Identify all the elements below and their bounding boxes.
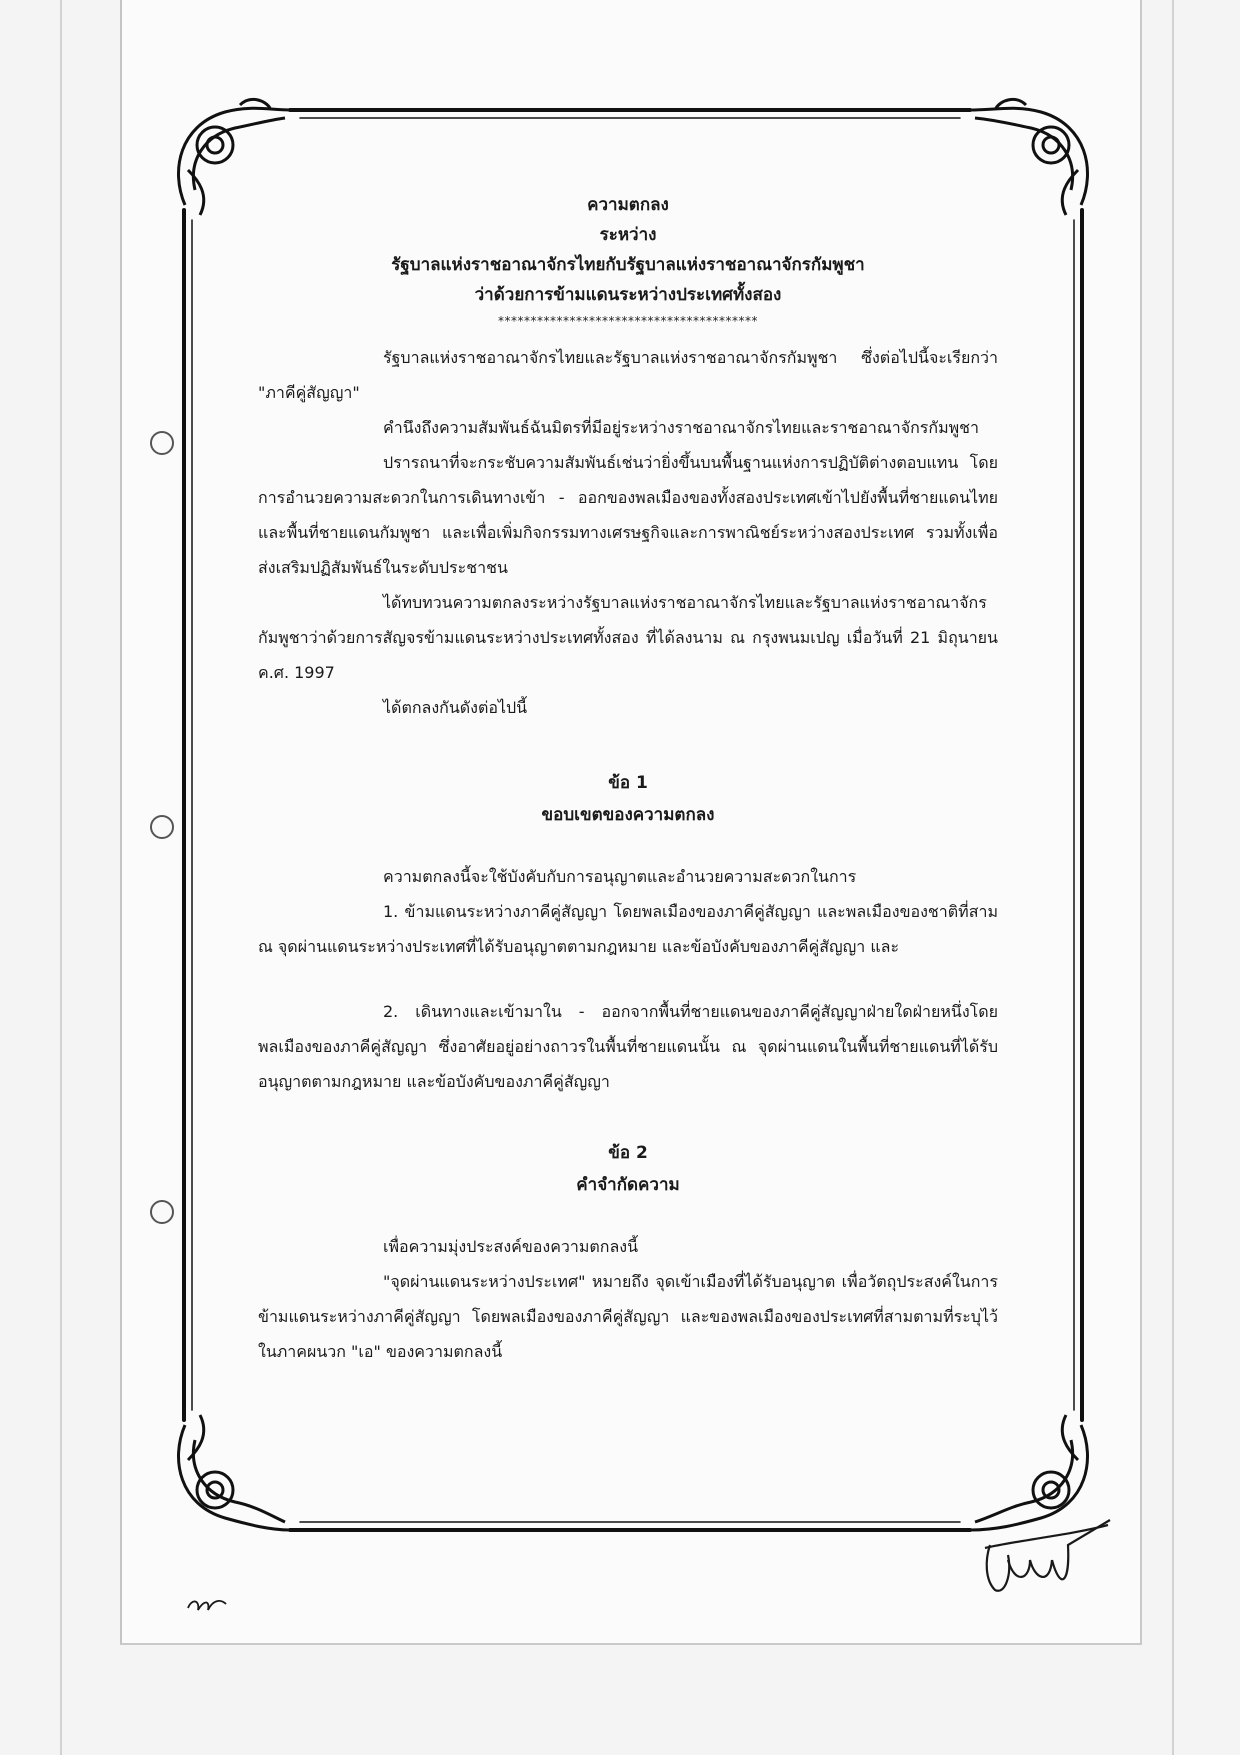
preamble-paragraph: ปรารถนาที่จะกระชับความสัมพันธ์เช่นว่ายิ่งขึ้นบนพื้นฐานแห่งการปฏิบัติต่างตอบแทน โดยการอำนวยความสะดวกในการเดินทางเข้า - ออกของพลเมืองของทั้งสองประเทศเข้าไปยังพื้นที่ชายแดนไทยและพื้นที่ชายแดนกัมพูชา และเพื่อเพิ่มกิจกรรมทางเศรษฐกิจและการพาณิชย์ระหว่างสองประเทศ รวมทั้งเพื่อส่งเสริมปฏิสัมพันธ์ในระดับประชาชน: [258, 453, 998, 577]
document-body: [258, 190, 998, 1369]
preamble-paragraph: ได้ทบทวนความตกลงระหว่างรัฐบาลแห่งราชอาณาจักรไทยและรัฐบาลแห่งราชอาณาจักรกัมพูชาว่าด้วยการสัญจรข้ามแดนระหว่างประเทศทั้งสอง ที่ได้ลงนาม ณ กรุงพนมเปญ เมื่อวันที่ 21 มิถุนายน ค.ศ. 1997: [258, 593, 998, 682]
title-line: ระหว่าง: [599, 225, 657, 245]
preamble-paragraph: คำนึงถึงความสัมพันธ์ฉันมิตรที่มีอยู่ระหว่างราชอาณาจักรไทยและราชอาณาจักรกัมพูชา: [383, 418, 980, 437]
handwritten-page-mark-icon: [188, 1601, 226, 1610]
preamble-paragraph: ได้ตกลงกันดังต่อไปนี้: [383, 698, 528, 717]
article-1-heading: ขอบเขตของความตกลง: [541, 805, 715, 825]
article-1-item: 1. ข้ามแดนระหว่างภาคีคู่สัญญา โดยพลเมืองของภาคีคู่สัญญา และพลเมืองของชาติที่สาม ณ จุดผ่านแดนระหว่างประเทศที่ได้รับอนุญาตตามกฎหมาย และข้อบังคับของภาคีคู่สัญญา และ: [258, 902, 998, 956]
article-2-intro: เพื่อความมุ่งประสงค์ของความตกลงนี้: [383, 1237, 639, 1256]
article-1-number: ข้อ 1: [608, 773, 648, 793]
title-line: ความตกลง: [587, 195, 669, 215]
article-1-intro: ความตกลงนี้จะใช้บังคับกับการอนุญาตและอำนวยความสะดวกในการ: [383, 867, 857, 886]
title-separator: ****************************************: [498, 314, 758, 328]
preamble-paragraph: รัฐบาลแห่งราชอาณาจักรไทยและรัฐบาลแห่งราชอาณาจักรกัมพูชา ซึ่งต่อไปนี้จะเรียกว่า "ภาคีคู่สัญญา": [258, 348, 998, 402]
corner-ornament-bottom-left: [178, 1415, 290, 1530]
title-line: รัฐบาลแห่งราชอาณาจักรไทยกับรัฐบาลแห่งราชอาณาจักรกัมพูชา: [391, 255, 865, 275]
article-2-heading: คำจำกัดความ: [576, 1175, 680, 1195]
document-title: [258, 190, 998, 310]
article-1-item: 2. เดินทางและเข้ามาใน - ออกจากพื้นที่ชายแดนของภาคีคู่สัญญาฝ่ายใดฝ่ายหนึ่งโดยพลเมืองของภาคีคู่สัญญา ซึ่งอาศัยอยู่อย่างถาวรในพื้นที่ชายแดนนั้น ณ จุดผ่านแดนในพื้นที่ชายแดนที่ได้รับอนุญาตตามกฎหมาย และข้อบังคับของภาคีคู่สัญญา: [258, 1002, 998, 1091]
title-line: ว่าด้วยการข้ามแดนระหว่างประเทศทั้งสอง: [474, 285, 782, 305]
signature-icon: [985, 1520, 1110, 1591]
article-2-number: ข้อ 2: [608, 1143, 648, 1163]
corner-ornament-bottom-right: [970, 1415, 1088, 1530]
article-2-definition: "จุดผ่านแดนระหว่างประเทศ" หมายถึง จุดเข้าเมืองที่ได้รับอนุญาต เพื่อวัตถุประสงค์ในการข้ามแดนระหว่างภาคีคู่สัญญา โดยพลเมืองของภาคีคู่สัญญา และของพลเมืองของประเทศที่สามตามที่ระบุไว้ในภาคผนวก "เอ" ของความตกลงนี้: [258, 1272, 998, 1361]
